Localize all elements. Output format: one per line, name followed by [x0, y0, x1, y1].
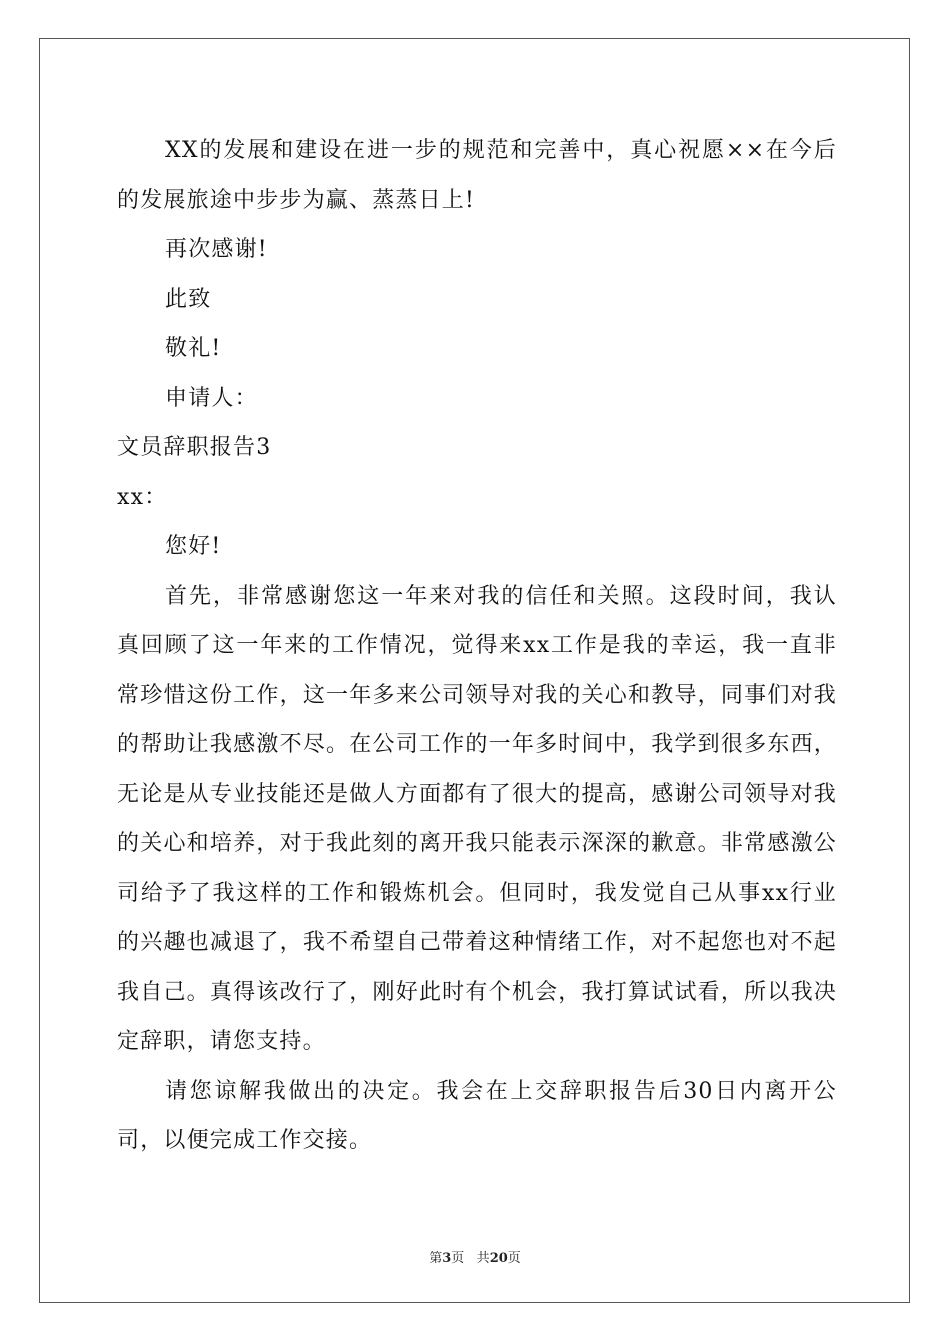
footer-current-page: 3 [442, 1251, 452, 1266]
document-body [117, 126, 837, 1166]
paragraph-applicant: 申请人： [165, 385, 258, 411]
paragraph-addressee: xx： [117, 484, 168, 510]
paragraph-body-closing: 请您谅解我做出的决定。我会在上交辞职报告后30日内离开公司，以便完成工作交接。 [117, 1078, 837, 1153]
paragraph-thanks-again: 再次感谢! [165, 237, 268, 262]
paragraph-greeting: 您好! [165, 534, 222, 559]
footer-page-suffix: 页 [451, 1251, 465, 1266]
footer-page-prefix: 第 [429, 1251, 443, 1266]
page-footer [0, 1247, 950, 1266]
footer-total-pages: 20 [489, 1251, 508, 1266]
footer-total-suffix: 页 [507, 1251, 521, 1266]
section-title: 文员辞职报告3 [117, 435, 272, 460]
paragraph-closing-wish: XX的发展和建设在进一步的规范和完善中，真心祝愿××在今后的发展旅途中步步为赢、蒸蒸日上! [117, 138, 837, 213]
paragraph-body-main: 首先，非常感谢您这一年来对我的信任和关照。这段时间，我认真回顾了这一年来的工作情况，觉得来xx工作是我的幸运，我一直非常珍惜这份工作，这一年多来公司领导对我的关心和教导，同事们对我的帮助让我感激不尽。在公司工作的一年多时间中，我学到很多东西，无论是从专业技能还是做人方面都有了很大的提高，感谢公司领导对我的关心和培养，对于我此刻的离开我只能表示深深的歉意。非常感激公司给予了我这样的工作和锻炼机会。但同时，我发觉自己从事xx行业的兴趣也减退了，我不希望自己带着这种情绪工作，对不起您也对不起我自己。真得该改行了，刚好此时有个机会，我打算试试看，所以我决定辞职，请您支持。 [117, 583, 837, 1054]
paragraph-respect: 敬礼! [165, 336, 222, 361]
footer-total-prefix: 共 [476, 1251, 490, 1266]
paragraph-salutation: 此致 [165, 286, 212, 312]
